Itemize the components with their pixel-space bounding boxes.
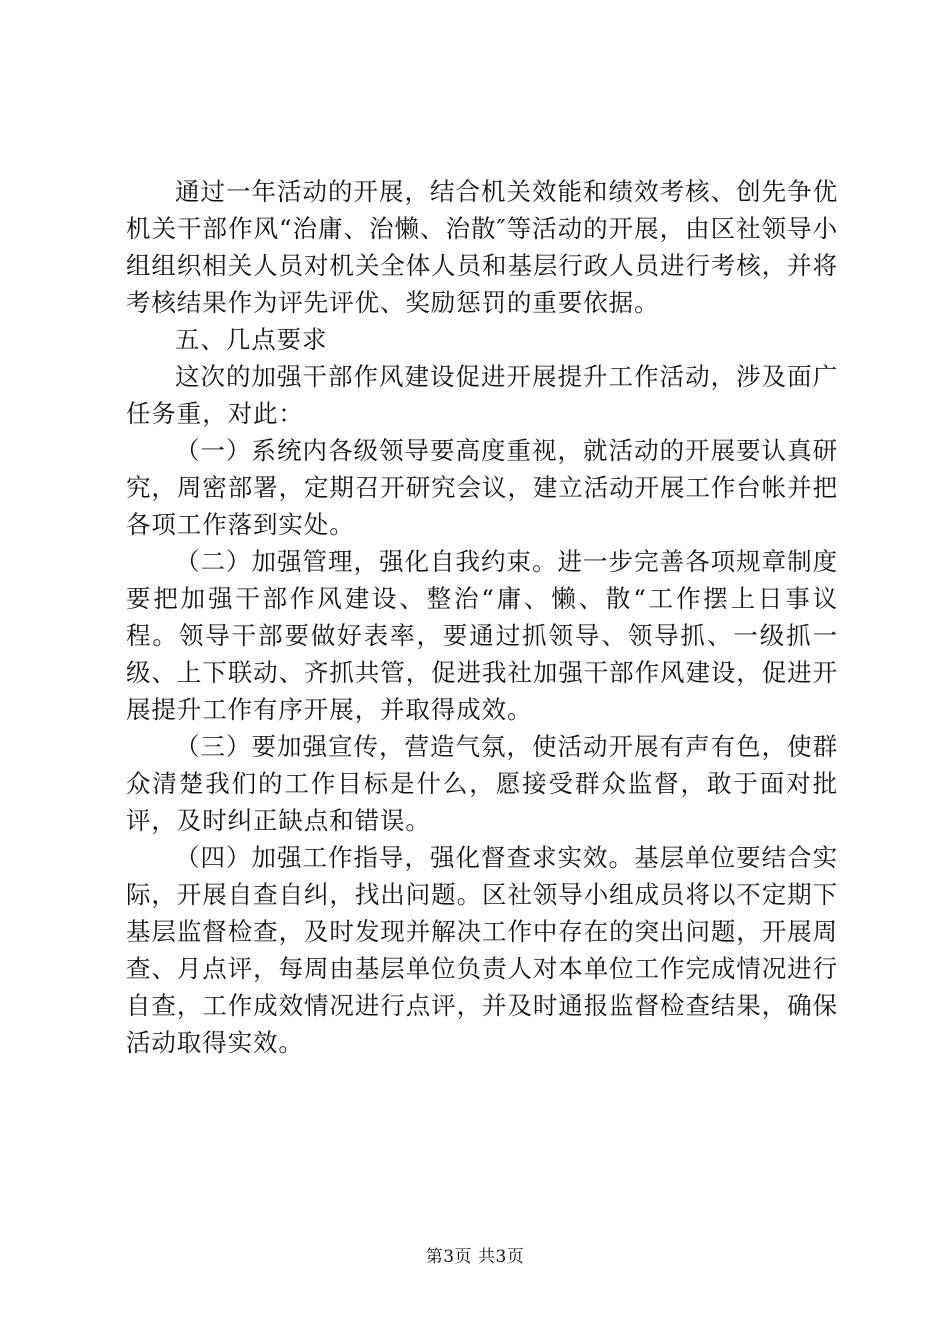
- paragraph-item-2: （二）加强管理，强化自我约束。进一步完善各项规章制度要把加强干部作风建设、整治“庸、懒、散“工作摆上日事议程。领导干部要做好表率，要通过抓领导、领导抓、一级抓一级、上下联动、齐抓共管，促进我社加强干部作风建设，促进开展提升工作有序开展，并取得成效。: [126, 547, 838, 724]
- paragraph-item-1: （一）系统内各级领导要高度重视，就活动的开展要认真研究，周密部署，定期召开研究会议，建立活动开展工作台帐并把各项工作落到实处。: [126, 436, 838, 539]
- paragraph-item-3: （三）要加强宣传，营造气氛，使活动开展有声有色，使群众清楚我们的工作目标是什么，愿接受群众监督，敢于面对批评，及时纠正缺点和错误。: [126, 732, 838, 835]
- paragraph-assessment: 通过一年活动的开展，结合机关效能和绩效考核、创先争优机关干部作风“治庸、治懒、治散″等活动的开展，由区社领导小组组织相关人员对机关全体人员和基层行政人员进行考核，并将考核结果作为评先评优、奖励惩罚的重要依据。: [126, 177, 838, 317]
- section-heading-requirements: 五、几点要求: [175, 325, 328, 354]
- page-number-footer: 第3页 共3页: [425, 1247, 525, 1267]
- paragraph-item-4: （四）加强工作指导，强化督查求实效。基层单位要结合实际，开展自查自纠，找出问题。区社领导小组成员将以不定期下基层监督检查，及时发现并解决工作中存在的突出问题，开展周查、月点评，每周由基层单位负责人对本单位工作完成情况进行自查，工作成效情况进行点评，并及时通报监督检查结果，确保活动取得实效。: [126, 843, 838, 1057]
- document-body: [126, 173, 838, 1061]
- paragraph-intro: 这次的加强干部作风建设促进开展提升工作活动，涉及面广任务重，对此：: [126, 362, 838, 428]
